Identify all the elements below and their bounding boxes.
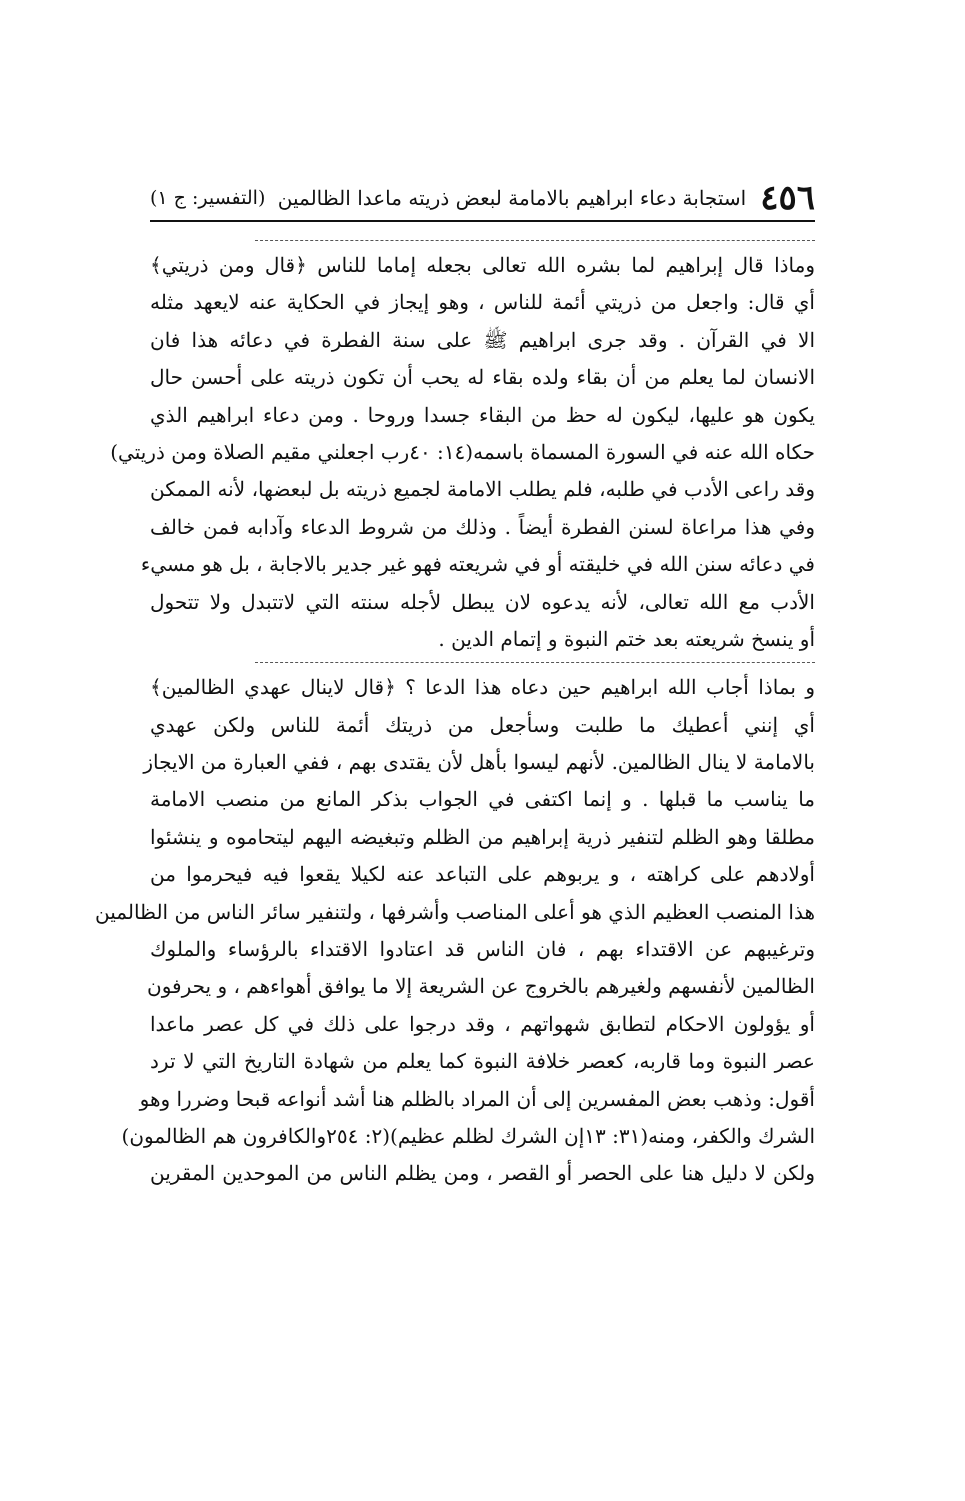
text-line: ولكن لا دليل هنا على الحصر أو القصر ، ومن يظلم الناس من الموحدين المقرين <box>150 1161 815 1186</box>
paragraph-1 <box>110 247 815 658</box>
page-header <box>150 176 815 222</box>
text-line: وماذا قال إبراهيم لما بشره الله تعالى بجعله إماما للناس ﴿قال ومن ذريتي﴾ <box>150 253 815 277</box>
section-divider <box>255 662 815 663</box>
text-line: الظالمين لأنفسهم ولغيرهم بالخروج عن الشريعة إلا ما يوافق أهواءهم ، و يحرفون <box>147 974 815 999</box>
text-line: وفي هذا مراعاة لسنن الفطرة أيضاً . وذلك من شروط الدعاء وآدابه فمن خالف <box>150 514 815 539</box>
paragraph-2 <box>95 669 815 1192</box>
text-line: الا في القرآن . وقد جرى ابراهيم ﷺ على سنة الفطرة في دعائه هذا فان <box>150 327 815 352</box>
page-number: ٤٥٦ <box>760 178 815 218</box>
text-line: أو ينسخ شريعته بعد ختم النبوة و إتمام الدين . <box>438 626 815 651</box>
text-line: بالامامة لا ينال الظالمين. لأنهم ليسوا بأهل لأن يقتدى بهم ، ففي العبارة من الايجاز <box>143 750 815 775</box>
body-text <box>95 236 815 1193</box>
text-line: يكون هو عليها، ليكون له حظ من البقاء جسدا وروحا . ومن دعاء ابراهيم الذي <box>150 402 815 427</box>
text-line: حكاه الله عنه في السورة المسماة باسمه(١٤: ٤٠رب اجعلني مقيم الصلاة ومن ذريتي) <box>110 439 815 464</box>
text-line: ما يناسب ما قبلها . و إنما اكتفى في الجواب بذكر المانع من منصب الامامة <box>150 787 815 812</box>
text-line: أي إنني أعطيك ما طلبت وسأجعل من ذريتك أئمة للناس ولكن عهدي <box>150 712 815 737</box>
text-line: أي قال: واجعل من ذريتي أئمة للناس ، وهو إيجاز في الحكاية عنه لايعهد مثله <box>150 290 815 315</box>
text-line: الانسان لما يعلم من أن بقاء ولده بقاء له يحب أن تكون ذريته على أحسن حال <box>150 365 815 390</box>
text-line: هذا المنصب العظيم الذي هو أعلى المناصب وأشرفها ، ولتنفير سائر الناس من الظالمين <box>95 899 815 924</box>
text-line: أولادهم على كراهته ، و يربوهم على التباعد عنه لكيلا يقعوا فيه فيحرموا من <box>150 862 815 887</box>
text-line: مطلقا وهو الظلم لتنفير ذرية إبراهيم من الظلم وتبغيضه اليهم ليتحاموه و ينشئوا <box>150 824 815 849</box>
text-line: أقول: وذهب بعض المفسرين إلى أن المراد بالظلم هنا أشد أنواعه قبحا وضررا وهو <box>139 1086 815 1111</box>
text-line: الشرك والكفر، ومنه(٣١: ١٣إن الشرك لظلم عظيم)(٢: ٢٥٤والكافرون هم الظالمون) <box>121 1123 815 1148</box>
text-line: عصر النبوة وما قاربه، كعصر خلافة النبوة كما يعلم من شهادة التاريخ التي لا ترد <box>150 1049 815 1074</box>
section-divider <box>255 240 815 241</box>
text-line: وترغيبهم عن الاقتداء بهم ، فان الناس قد اعتادوا الاقتداء بالرؤساء والملوك <box>150 937 815 962</box>
text-line: في دعائه سنن الله في خليقته أو في شريعته فهو غير جدير بالاجابة ، بل هو مسيء <box>140 552 815 577</box>
running-title: استجابة دعاء ابراهيم بالامامة لبعض ذريته ماعدا الظالمين <box>277 186 747 210</box>
text-line: و بماذا أجاب الله ابراهيم حين دعاه هذا الدعا ؟ ﴿قال لاينال عهدي الظالمين﴾ <box>150 675 815 700</box>
text-line: وقد راعى الأدب في طلبه، فلم يطلب الامامة لجميع ذريته بل لبعضها، لأنه الممكن <box>150 477 815 502</box>
text-line: أو يؤولون الاحكام لتطابق شهواتهم ، وقد درجوا على ذلك في كل عصر ماعدا <box>150 1011 815 1036</box>
text-line: الأدب مع الله تعالى، لأنه يدعوه لان يبطل لأجله سنته التي لاتتبدل ولا تتحول <box>150 589 815 614</box>
volume-reference: (التفسير: ج ١) <box>150 187 266 209</box>
